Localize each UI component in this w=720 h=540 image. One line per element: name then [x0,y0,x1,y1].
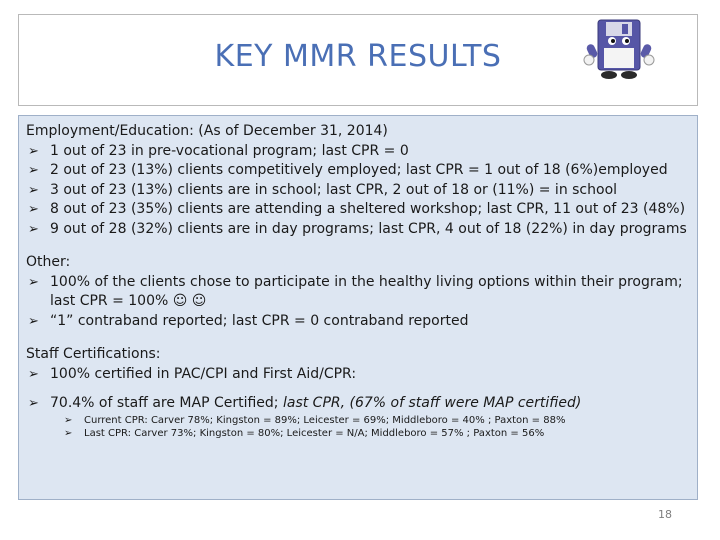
arrow-bullet-icon: ➢ [28,313,39,329]
staff-list-map [26,394,689,440]
staff-list [26,365,689,385]
arrow-bullet-icon: ➢ [28,221,39,237]
list-item: ➢ “1” contraband reported; last CPR = 0 contraband reported [26,312,689,332]
list-item: ➢ 100% of the clients chose to participate in the healthy living options within their program; last CPR = 100% ☺ ☺ [28,273,683,309]
arrow-bullet-icon: ➢ [28,366,39,382]
list-item: ➢ 70.4% of staff are MAP Certified; last CPR, (67% of staff were MAP certified) [26,394,689,414]
arrow-bullet-icon: ➢ [28,396,39,411]
arrow-bullet-icon: ➢ [28,143,39,159]
list-item: ➢ 1 out of 23 in pre-vocational program; last CPR = 0 [26,142,689,162]
computer-mascot-icon [582,14,656,80]
other-heading: Other: [26,254,71,270]
arrow-bullet-icon: ➢ [28,182,39,198]
arrow-bullet-icon: ➢ [28,163,39,178]
employment-heading: Employment/Education: (As of December 31, 2014) [26,123,388,139]
other-list [26,273,689,332]
list-item: ➢ 9 out of 28 (32%) clients are in day programs; last CPR, 4 out of 18 (22%) in day programs [26,220,689,240]
arrow-bullet-icon: ➢ [64,414,73,426]
content-panel [18,115,698,500]
arrow-bullet-icon: ➢ [28,274,39,290]
arrow-bullet-icon: ➢ [28,202,39,217]
list-item: ➢ 100% certified in PAC/CPI and First Aid/CPR: [26,365,689,385]
arrow-bullet-icon: ➢ [64,427,73,439]
staff-heading: Staff Certifications: [26,346,161,362]
list-item: ➢ Last CPR: Carver 73%; Kingston = 80%; Leicester = N/A; Middleboro = 57% ; Paxton = 56% [64,427,545,439]
list-item: ➢ Current CPR: Carver 78%; Kingston = 89%; Leicester = 69%; Middleboro = 40% ; Paxton = 88% [64,414,566,426]
slide-title: KEY MMR RESULTS [214,39,502,74]
page-number: 18 [658,508,672,521]
list-item: ➢ 8 out of 23 (35%) clients are attending a sheltered workshop; last CPR, 11 out of 23 (48%) [26,200,689,220]
list-item: ➢ 3 out of 23 (13%) clients are in school; last CPR, 2 out of 18 or (11%) = in school [26,181,689,201]
employment-list [26,142,689,240]
list-item: ➢ 2 out of 23 (13%) clients competitively employed; last CPR = 1 out of 18 (6%)employed [26,161,689,181]
